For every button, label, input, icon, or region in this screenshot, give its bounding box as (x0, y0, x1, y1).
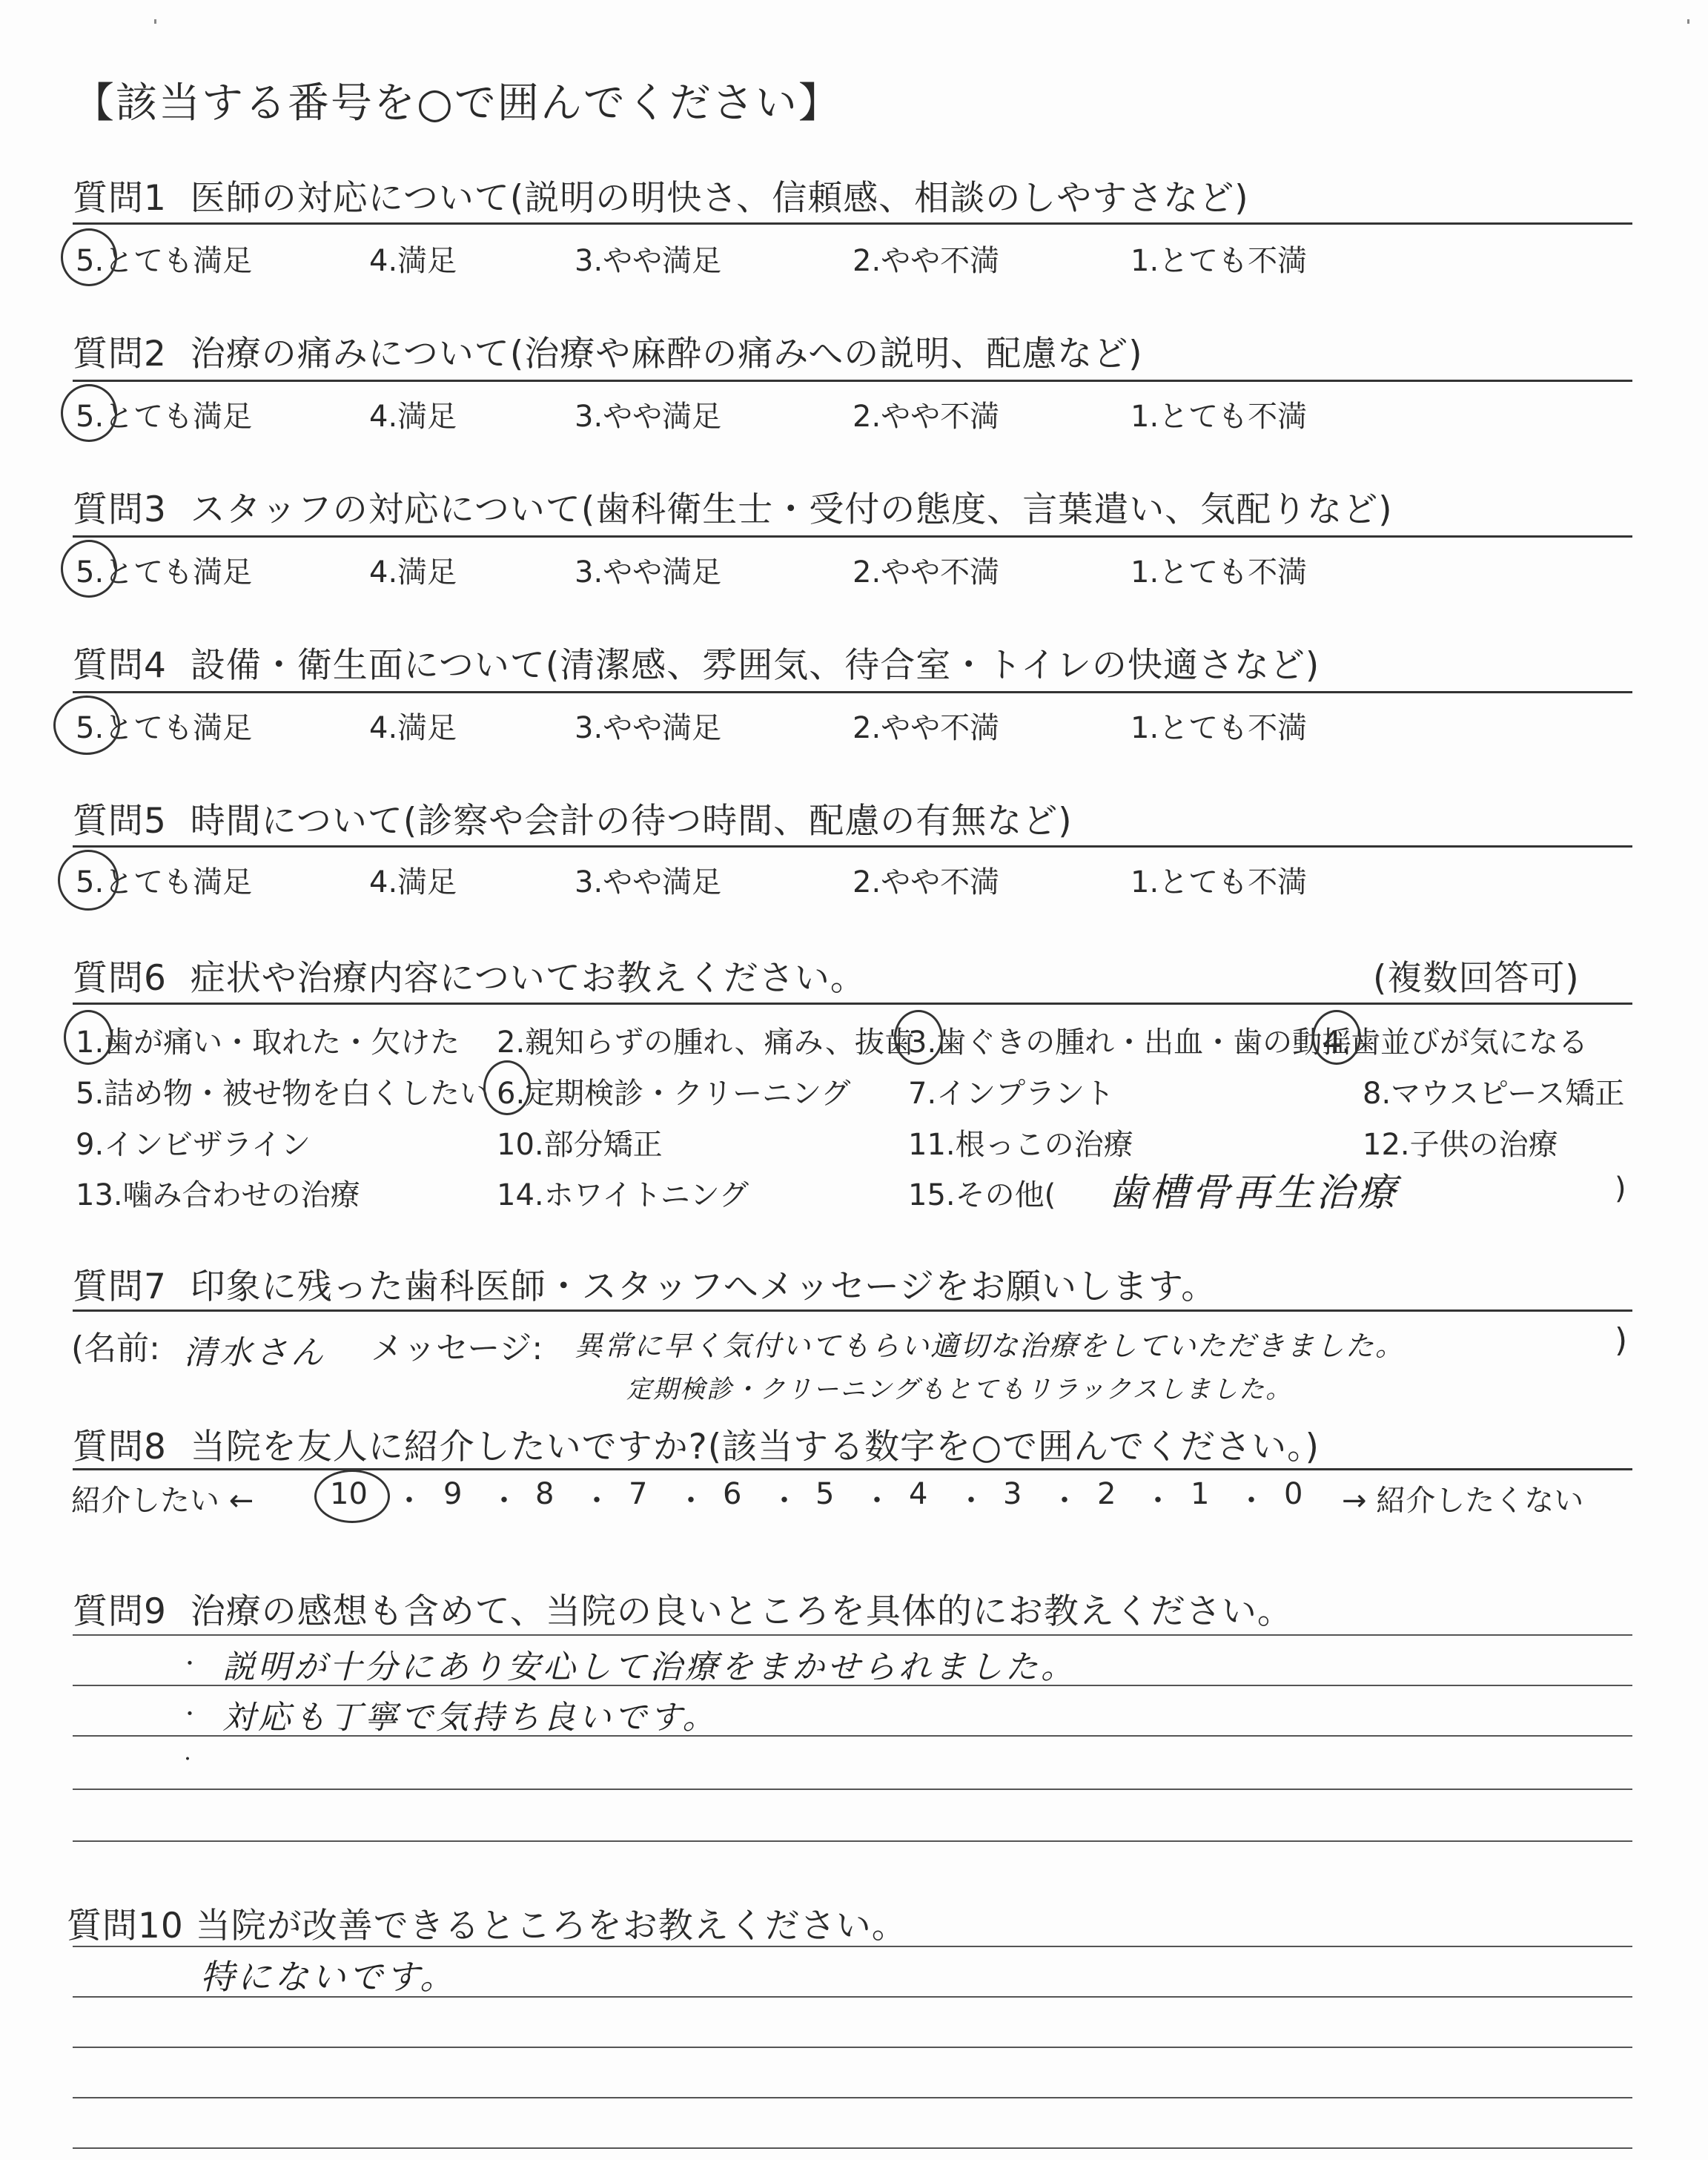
q5-option-3[interactable]: 3.やや満足 (575, 865, 722, 899)
q6-option-14[interactable]: 14.ホワイトニング (497, 1178, 749, 1212)
q1-option-1[interactable]: 1.とても不満 (1131, 244, 1308, 278)
selection-circle (894, 1010, 943, 1065)
q6-option-13[interactable]: 13.噛み合わせの治療 (76, 1178, 360, 1212)
q6-other-handwritten: 歯槽骨再生治療 (1108, 1171, 1400, 1215)
answer-line (73, 2047, 1632, 2048)
q4-option-1[interactable]: 1.とても不満 (1131, 711, 1308, 745)
q6-option-3[interactable]: 3.歯ぐきの腫れ・出血・歯の動揺 (908, 1025, 1352, 1060)
message-close-paren: ) (1615, 1321, 1628, 1359)
scale-1[interactable]: 1 (1191, 1477, 1210, 1511)
divider (73, 1003, 1632, 1005)
q6-option-4[interactable]: 4.歯並びが気になる (1323, 1025, 1589, 1060)
question-text: 当院を友人に紹介したいですか?(該当する数字を○で囲んでください。) (190, 1427, 1320, 1467)
q9-answer-1: 説明が十分にあり安心して治療をまかせられました。 (222, 1648, 1076, 1686)
scale-separator: ・ (862, 1484, 892, 1518)
q4-option-5[interactable]: 5.とても満足 (76, 711, 253, 745)
scan-mark (1687, 19, 1689, 24)
question-text: 時間について(診察や会計の待つ時間、配慮の有無など) (190, 801, 1073, 842)
q1-option-2[interactable]: 2.やや不満 (853, 244, 1000, 278)
q2-option-3[interactable]: 3.やや満足 (575, 400, 722, 434)
question-label: 質問9 (73, 1591, 167, 1632)
question-7 (73, 1259, 1217, 1309)
scan-mark (154, 19, 156, 24)
q5-option-2[interactable]: 2.やや不満 (853, 865, 1000, 899)
answer-bullet: ・ (179, 1751, 196, 1769)
question-label: 質問1 (73, 178, 167, 219)
question-text: 治療の痛みについて(治療や麻酔の痛みへの説明、配慮など) (190, 334, 1143, 374)
question-label: 質問6 (73, 958, 167, 999)
selection-circle (53, 696, 120, 755)
question-1 (73, 171, 1249, 220)
scale-2[interactable]: 2 (1097, 1477, 1116, 1511)
question-label: 質問2 (73, 334, 167, 374)
q4-option-3[interactable]: 3.やや満足 (575, 711, 722, 745)
question-text: 医師の対応について(説明の明快さ、信頼感、相談のしやすさなど) (190, 178, 1249, 219)
q6-option-6[interactable]: 6.定期検診・クリーニング (497, 1077, 851, 1111)
scale-separator: ・ (956, 1484, 986, 1518)
selection-circle (61, 228, 117, 286)
scale-4[interactable]: 4 (909, 1477, 928, 1511)
question-label: 質問7 (73, 1266, 167, 1307)
q2-option-2[interactable]: 2.やや不満 (853, 400, 1000, 434)
scale-separator: ・ (769, 1484, 799, 1518)
scale-separator: ・ (1050, 1484, 1079, 1518)
selection-circle (314, 1470, 390, 1523)
q1-option-3[interactable]: 3.やや満足 (575, 244, 722, 278)
selection-circle (483, 1060, 531, 1115)
q5-option-1[interactable]: 1.とても不満 (1131, 865, 1308, 899)
q5-option-5[interactable]: 5.とても満足 (76, 865, 253, 899)
question-6 (73, 951, 866, 1000)
question-9 (73, 1584, 1293, 1634)
q6-option-7[interactable]: 7.インプラント (908, 1077, 1115, 1111)
q6-option-1[interactable]: 1.歯が痛い・取れた・欠けた (76, 1025, 460, 1060)
question-text: 症状や治療内容についてお教えください。 (190, 958, 866, 999)
scale-6[interactable]: 6 (723, 1477, 742, 1511)
scale-separator: ・ (489, 1484, 519, 1518)
recommend-left-label: 紹介したい ← (71, 1484, 254, 1518)
answer-line (73, 2097, 1632, 2098)
q10-answer: 特にないです。 (200, 1957, 457, 1997)
question-label: 質問5 (73, 801, 167, 842)
question-label: 質問10 (67, 1906, 184, 1946)
q3-option-5[interactable]: 5.とても満足 (76, 555, 253, 589)
question-4 (73, 638, 1320, 687)
question-text: スタッフの対応について(歯科衛生士・受付の態度、言葉遣い、気配りなど) (190, 489, 1393, 530)
answer-line (73, 2147, 1632, 2149)
scale-separator: ・ (394, 1484, 424, 1518)
selection-circle (58, 850, 119, 911)
question-text: 治療の感想も含めて、当院の良いところを具体的にお教えください。 (190, 1591, 1293, 1632)
scale-5[interactable]: 5 (815, 1477, 835, 1511)
q2-option-1[interactable]: 1.とても不満 (1131, 400, 1308, 434)
q6-option-2[interactable]: 2.親知らずの腫れ、痛み、抜歯 (497, 1025, 914, 1060)
question-text: 設備・衛生面について(清潔感、雰囲気、待合室・トイレの快適さなど) (190, 645, 1320, 686)
question-text: 当院が改善できるところをお教えください。 (195, 1906, 907, 1946)
divider (73, 1468, 1632, 1470)
answer-line (73, 1735, 1632, 1737)
message-handwritten-line2: 定期検診・クリーニングもとてもリラックスしました。 (626, 1375, 1293, 1404)
scale-0[interactable]: 0 (1284, 1477, 1303, 1511)
q6-option-10[interactable]: 10.部分矯正 (497, 1128, 663, 1162)
selection-circle (61, 384, 117, 442)
q6-other-close-paren: ) (1615, 1172, 1626, 1206)
message-handwritten-line1: 異常に早く気付いてもらい適切な治療をしていただきました。 (575, 1330, 1406, 1362)
scale-3[interactable]: 3 (1003, 1477, 1022, 1511)
q9-answer-2: 対応も丁寧で気持ち良いです。 (222, 1699, 718, 1737)
answer-line (73, 1996, 1632, 1998)
question-10 (67, 1898, 907, 1948)
question-text: 印象に残った歯科医師・スタッフへメッセージをお願いします。 (190, 1266, 1217, 1307)
q6-option-9[interactable]: 9.インビザライン (76, 1128, 311, 1162)
scale-8[interactable]: 8 (535, 1477, 555, 1511)
q6-option-8[interactable]: 8.マウスピース矯正 (1363, 1077, 1625, 1111)
scale-separator: ・ (1237, 1484, 1266, 1518)
q4-option-4[interactable]: 4.満足 (369, 711, 457, 745)
q6-option-12[interactable]: 12.子供の治療 (1363, 1128, 1558, 1162)
divider (73, 535, 1632, 538)
scale-separator: ・ (582, 1484, 612, 1518)
divider (73, 222, 1632, 225)
answer-line (73, 1634, 1632, 1636)
q2-option-4[interactable]: 4.満足 (369, 400, 457, 434)
answer-line (73, 1840, 1632, 1842)
selection-circle (61, 540, 117, 598)
answer-line (73, 1789, 1632, 1790)
selection-circle (64, 1010, 113, 1065)
q6-option-5[interactable]: 5.詰め物・被せ物を白くしたい (76, 1077, 490, 1111)
question-5 (73, 793, 1073, 843)
q1-option-4[interactable]: 4.満足 (369, 244, 457, 278)
scale-separator: ・ (676, 1484, 706, 1518)
question-label: 質問4 (73, 645, 167, 686)
q3-option-2[interactable]: 2.やや不満 (853, 555, 1000, 589)
answer-line (73, 1946, 1632, 1947)
scale-separator: ・ (1143, 1484, 1173, 1518)
q1-option-5[interactable]: 5.とても満足 (76, 244, 253, 278)
q6-option-11[interactable]: 11.根っこの治療 (908, 1128, 1133, 1162)
question-label: 質問8 (73, 1427, 167, 1467)
selection-circle (1312, 1010, 1361, 1065)
q3-option-1[interactable]: 1.とても不満 (1131, 555, 1308, 589)
scale-9[interactable]: 9 (443, 1477, 463, 1511)
scale-10[interactable]: 10 (330, 1477, 368, 1511)
question-label: 質問3 (73, 489, 167, 530)
q4-option-2[interactable]: 2.やや不満 (853, 711, 1000, 745)
q6-option-15[interactable]: 15.その他( (908, 1178, 1056, 1212)
multiple-answer-note: (複数回答可) (1373, 958, 1580, 999)
message-label: メッセージ: (371, 1330, 543, 1367)
q2-option-5[interactable]: 5.とても満足 (76, 400, 253, 434)
name-handwritten: 清水さん (184, 1334, 326, 1372)
answer-bullet: ・ (179, 1651, 201, 1676)
question-8 (73, 1419, 1320, 1469)
divider (73, 691, 1632, 693)
q3-option-4[interactable]: 4.満足 (369, 555, 457, 589)
recommend-right-label: → 紹介したくない (1342, 1484, 1584, 1518)
divider (73, 1309, 1632, 1312)
divider (73, 845, 1632, 848)
answer-line (73, 1685, 1632, 1686)
divider (73, 380, 1632, 382)
question-2 (73, 326, 1143, 376)
page-title: 【該当する番号を○で囲んでください】 (73, 79, 841, 128)
q3-option-3[interactable]: 3.やや満足 (575, 555, 722, 589)
question-3 (73, 482, 1393, 532)
q5-option-4[interactable]: 4.満足 (369, 865, 457, 899)
name-label: (名前: (71, 1330, 160, 1367)
answer-bullet: ・ (179, 1702, 201, 1726)
scale-7[interactable]: 7 (629, 1477, 648, 1511)
